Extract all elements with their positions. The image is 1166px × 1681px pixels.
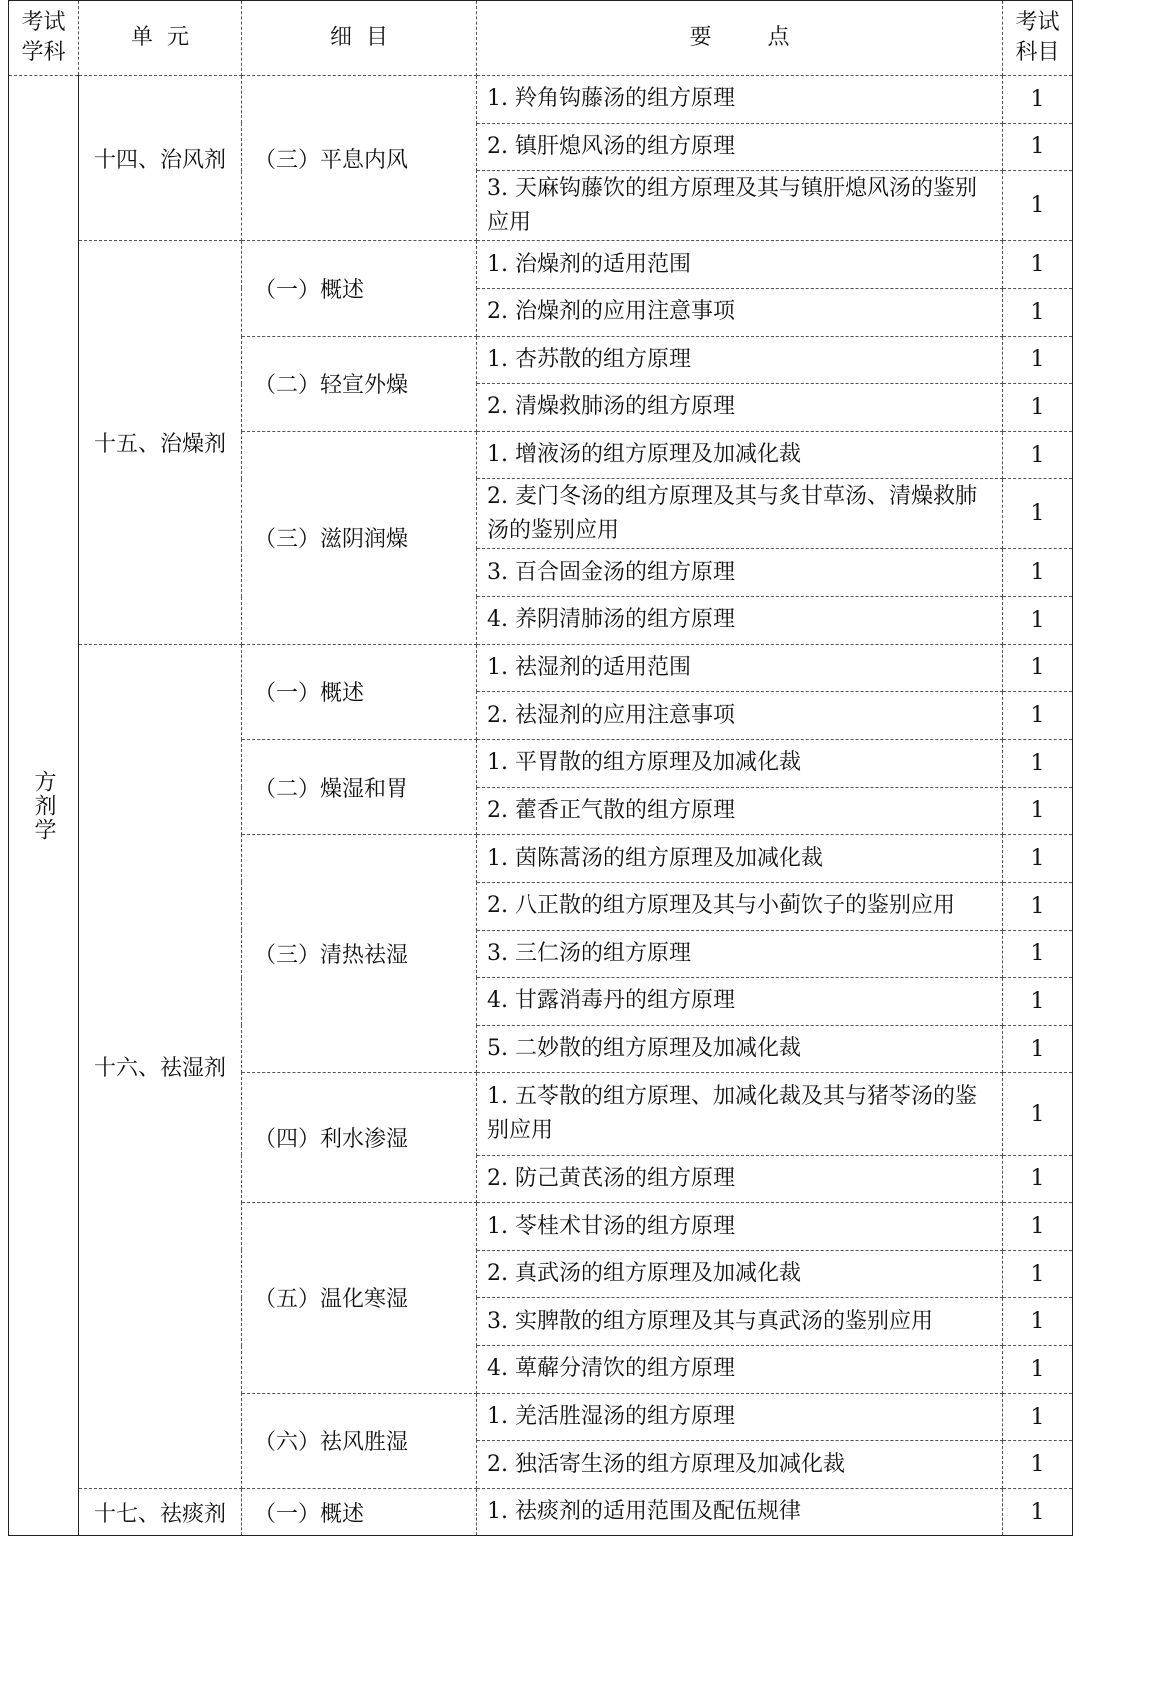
point-cell: 2. 藿香正气散的组方原理 (477, 787, 1003, 835)
item-cell: （一）概述 (242, 644, 477, 739)
category-cell: 1 (1003, 1346, 1073, 1394)
category-cell: 1 (1003, 1250, 1073, 1298)
point-cell: 2. 清燥救肺汤的组方原理 (477, 384, 1003, 432)
item-cell: （四）利水渗湿 (242, 1073, 477, 1203)
subject-cell: 方剂学 (9, 76, 79, 1536)
category-cell: 1 (1003, 692, 1073, 740)
point-cell: 2. 防己黄芪汤的组方原理 (477, 1155, 1003, 1203)
category-cell: 1 (1003, 1489, 1073, 1536)
unit-cell: 十四、治风剂 (79, 76, 242, 241)
point-cell: 2. 麦门冬汤的组方原理及其与炙甘草汤、清燥救肺汤的鉴别应用 (477, 479, 1003, 549)
point-cell: 1. 平胃散的组方原理及加减化裁 (477, 739, 1003, 787)
category-cell: 1 (1003, 1393, 1073, 1441)
point-cell: 2. 真武汤的组方原理及加减化裁 (477, 1250, 1003, 1298)
point-cell: 3. 实脾散的组方原理及其与真武汤的鉴别应用 (477, 1298, 1003, 1346)
table-row (9, 76, 1073, 124)
header-category: 考试科目 (1003, 1, 1073, 76)
category-cell: 1 (1003, 644, 1073, 692)
point-cell: 1. 祛痰剂的适用范围及配伍规律 (477, 1489, 1003, 1536)
point-cell: 2. 镇肝熄风汤的组方原理 (477, 123, 1003, 171)
category-cell: 1 (1003, 1203, 1073, 1251)
category-cell: 1 (1003, 336, 1073, 384)
category-cell: 1 (1003, 1073, 1073, 1155)
header-subject: 考试学科 (9, 1, 79, 76)
point-cell: 1. 增液汤的组方原理及加减化裁 (477, 431, 1003, 479)
category-cell: 1 (1003, 835, 1073, 883)
header-item: 细 目 (242, 1, 477, 76)
category-cell: 1 (1003, 930, 1073, 978)
point-cell: 1. 羚角钩藤汤的组方原理 (477, 76, 1003, 124)
header-unit: 单 元 (79, 1, 242, 76)
syllabus-table (8, 0, 1073, 1536)
category-cell: 1 (1003, 787, 1073, 835)
item-cell: （一）概述 (242, 1489, 477, 1536)
category-cell: 1 (1003, 1025, 1073, 1073)
category-cell: 1 (1003, 882, 1073, 930)
item-cell: （三）平息内风 (242, 76, 477, 241)
category-cell: 1 (1003, 739, 1073, 787)
unit-cell: 十七、祛痰剂 (79, 1489, 242, 1536)
category-cell: 1 (1003, 1298, 1073, 1346)
category-cell: 1 (1003, 241, 1073, 289)
point-cell: 1. 茵陈蒿汤的组方原理及加减化裁 (477, 835, 1003, 883)
category-cell: 1 (1003, 431, 1073, 479)
table-row (9, 1489, 1073, 1536)
point-cell: 3. 天麻钩藤饮的组方原理及其与镇肝熄风汤的鉴别应用 (477, 171, 1003, 241)
point-cell: 1. 五苓散的组方原理、加减化裁及其与猪苓汤的鉴别应用 (477, 1073, 1003, 1155)
category-cell: 1 (1003, 171, 1073, 241)
item-cell: （二）燥湿和胃 (242, 739, 477, 834)
item-cell: （一）概述 (242, 241, 477, 336)
category-cell: 1 (1003, 1155, 1073, 1203)
point-cell: 2. 祛湿剂的应用注意事项 (477, 692, 1003, 740)
header-row (9, 1, 1073, 76)
category-cell: 1 (1003, 978, 1073, 1026)
point-cell: 1. 杏苏散的组方原理 (477, 336, 1003, 384)
point-cell: 1. 治燥剂的适用范围 (477, 241, 1003, 289)
unit-cell: 十六、祛湿剂 (79, 644, 242, 1488)
category-cell: 1 (1003, 123, 1073, 171)
point-cell: 2. 治燥剂的应用注意事项 (477, 288, 1003, 336)
point-cell: 1. 羌活胜湿汤的组方原理 (477, 1393, 1003, 1441)
point-cell: 3. 百合固金汤的组方原理 (477, 549, 1003, 597)
item-cell: （三）清热祛湿 (242, 835, 477, 1073)
point-cell: 3. 三仁汤的组方原理 (477, 930, 1003, 978)
point-cell: 4. 萆薢分清饮的组方原理 (477, 1346, 1003, 1394)
item-cell: （六）祛风胜湿 (242, 1393, 477, 1488)
category-cell: 1 (1003, 384, 1073, 432)
category-cell: 1 (1003, 597, 1073, 645)
category-cell: 1 (1003, 549, 1073, 597)
category-cell: 1 (1003, 288, 1073, 336)
category-cell: 1 (1003, 76, 1073, 124)
header-point: 要 点 (477, 1, 1003, 76)
point-cell: 2. 八正散的组方原理及其与小蓟饮子的鉴别应用 (477, 882, 1003, 930)
table-body (9, 76, 1073, 1536)
point-cell: 1. 苓桂术甘汤的组方原理 (477, 1203, 1003, 1251)
point-cell: 2. 独活寄生汤的组方原理及加减化裁 (477, 1441, 1003, 1489)
item-cell: （五）温化寒湿 (242, 1203, 477, 1394)
point-cell: 5. 二妙散的组方原理及加减化裁 (477, 1025, 1003, 1073)
point-cell: 4. 养阴清肺汤的组方原理 (477, 597, 1003, 645)
category-cell: 1 (1003, 479, 1073, 549)
table-row (9, 644, 1073, 692)
table-row (9, 241, 1073, 289)
category-cell: 1 (1003, 1441, 1073, 1489)
item-cell: （三）滋阴润燥 (242, 431, 477, 644)
unit-cell: 十五、治燥剂 (79, 241, 242, 644)
point-cell: 1. 祛湿剂的适用范围 (477, 644, 1003, 692)
item-cell: （二）轻宣外燥 (242, 336, 477, 431)
point-cell: 4. 甘露消毒丹的组方原理 (477, 978, 1003, 1026)
